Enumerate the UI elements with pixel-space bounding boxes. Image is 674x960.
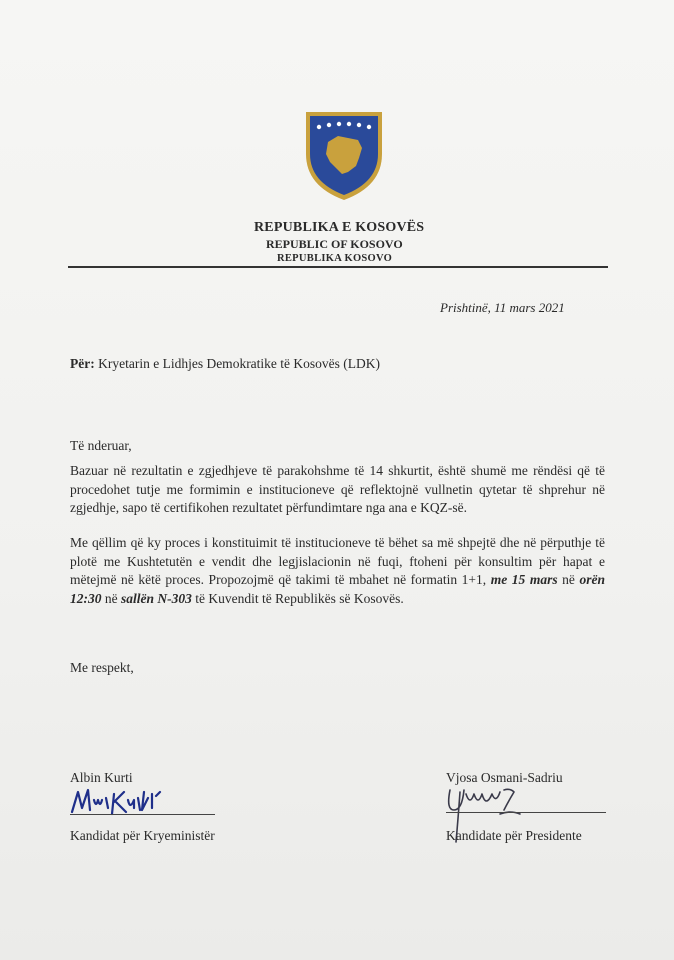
meeting-time: orën 12:30 — [70, 572, 605, 606]
signature-1-line — [70, 814, 215, 815]
meeting-date: me 15 mars — [490, 572, 558, 587]
signature-2-line — [446, 812, 606, 813]
signatory-1-title: Kandidat për Kryeministër — [70, 828, 215, 843]
header-divider — [68, 266, 608, 268]
coat-of-arms-icon — [302, 108, 386, 202]
signatory-1-name: Albin Kurti — [70, 770, 133, 785]
header-country-english: REPUBLIC OF KOSOVO — [266, 237, 403, 251]
paragraph-2-text-d: të Kuvendit të Republikës së Kosovës. — [191, 590, 404, 606]
header-country-albanian: REPUBLIKA E KOSOVËS — [254, 220, 425, 235]
greeting: Të nderuar, — [70, 438, 132, 453]
paragraph-2-text-a: Me qëllim që ky proces i konstituimit të institucioneve të bëhet sa më shpejtë dhe në përputhje të plotë me Kushtetutën e vendit dhe legjislacionin në fuqi, ftoheni për konsultim për hapat e mëtejmë në këtë proces. Propozojmë që takimi të mbahet në formatin 1+1, — [70, 535, 605, 587]
signatory-2-title: Kandidate për Presidente — [446, 828, 582, 843]
addressee-recipient: Kryetarin e Lidhjes Demokratike të Kosovës (LDK) — [98, 356, 381, 371]
paragraph-2-text-b: në — [557, 572, 580, 587]
paragraph-2-text-c: në — [101, 590, 121, 606]
closing: Me respekt, — [70, 660, 134, 675]
paragraph-1: Bazuar në rezultatin e zgjedhjeve të parakohshme të 14 shkurtit, është shumë me rëndësi që të procedohet tutje me formimin e institucioneve që reflektojnë vullnetin qytetar të shprehur në zgjedhje, sapo të certifikohen rezultatet përfundimtare nga ana e KQZ-së. — [70, 463, 605, 515]
meeting-room: sallën N-303 — [121, 590, 192, 606]
letter-date: Prishtinë, 11 mars 2021 — [440, 300, 565, 315]
addressee-prefix: Për: — [70, 356, 95, 371]
addressee — [70, 356, 380, 372]
paragraph-2 — [70, 534, 605, 608]
header-country-serbian: REPUBLIKA KOSOVO — [277, 253, 393, 264]
signatory-2-name: Vjosa Osmani-Sadriu — [446, 770, 563, 785]
